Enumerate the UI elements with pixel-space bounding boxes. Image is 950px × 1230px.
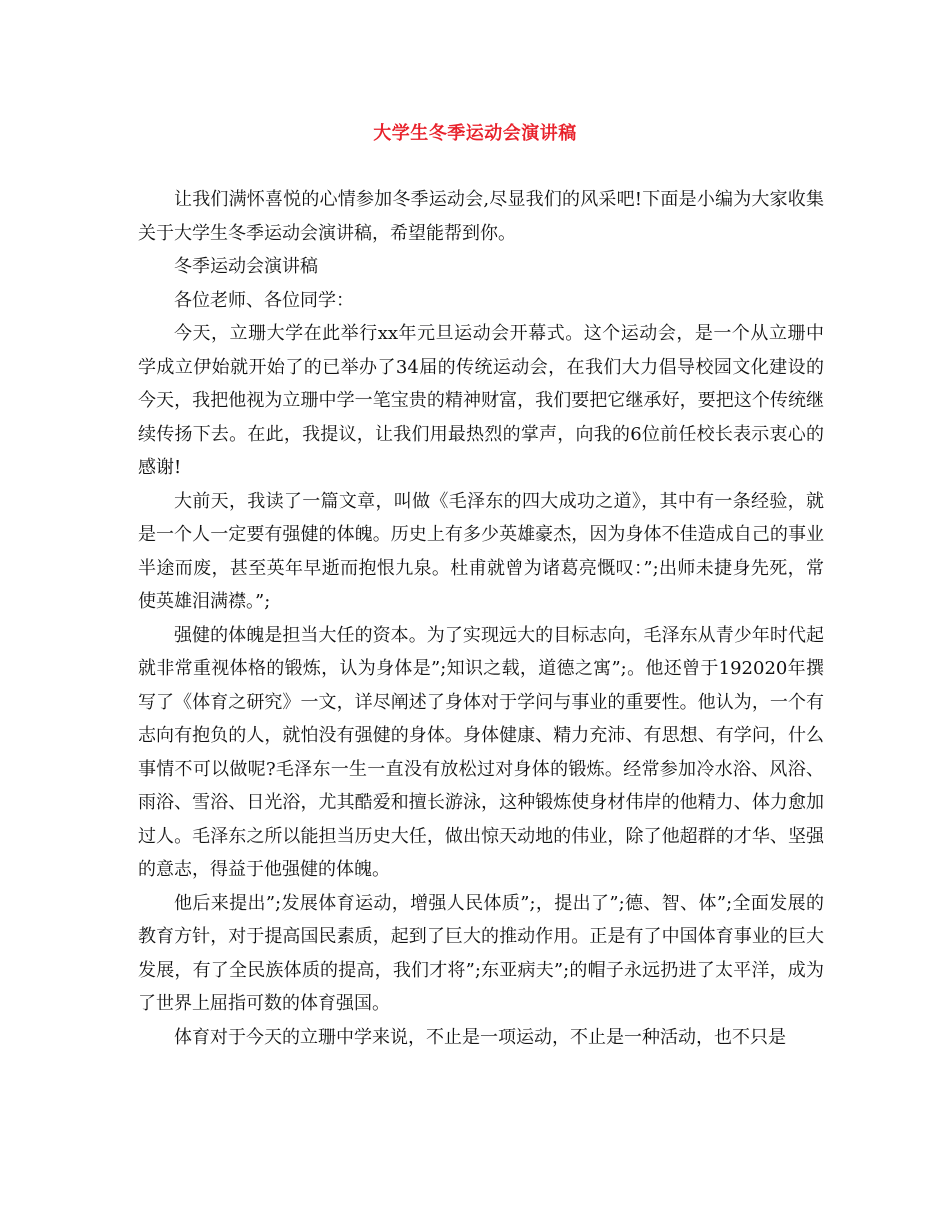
document-title: 大学生冬季运动会演讲稿 [373,123,577,144]
paragraph-salutation: 各位老师、各位同学： [174,289,354,311]
paragraph: 今天，立珊大学在此举行xx年元旦运动会开幕式。这个运动会，是一个从立珊中学成立伊始就开始了的已举办了34届的传统运动会，在我们大力倡导校园文化建设的今天，我把他视为立珊中学一笔宝贵的精神财富，我们要把它继承好，要把这个传统继续传扬下去。在此，我提议，让我们用最热烈的掌声，向我的6位前任校长表示衷心的感谢! [138,323,824,478]
paragraph-subtitle: 冬季运动会演讲稿 [174,256,318,277]
document-body [138,183,824,1054]
paragraph: 大前天，我读了一篇文章，叫做《毛泽东的四大成功之道》，其中有一条经验，就是一个人一定要有强健的体魄。历史上有多少英雄豪杰，因为身体不佳造成自己的事业半途而废，甚至英年早逝而抱恨九泉。杜甫就曾为诸葛亮慨叹：”;出师未捷身先死，常使英雄泪满襟。”; [138,490,824,612]
paragraph: 体育对于今天的立珊中学来说，不止是一项运动，不止是一种活动，也不只是 [174,1026,786,1048]
paragraph: 强健的体魄是担当大任的资本。为了实现远大的目标志向，毛泽东从青少年时代起就非常重视体格的锻炼，认为身体是”;知识之载，道德之寓”;。他还曾于192020年撰写了《体育之研究》一文，详尽阐述了身体对于学问与事业的重要性。他认为，一个有志向有抱负的人，就怕没有强健的身体。身体健康、精力充沛、有思想、有学问，什么事情不可以做呢?毛泽东一生一直没有放松过对身体的锻炼。经常参加冷水浴、风浴、雨浴、雪浴、日光浴，尤其酷爱和擅长游泳，这种锻炼使身材伟岸的他精力、体力愈加过人。毛泽东之所以能担当历史大任，做出惊天动地的伟业，除了他超群的才华、坚强的意志，得益于他强健的体魄。 [138,624,824,880]
paragraph-intro: 让我们满怀喜悦的心情参加冬季运动会,尽显我们的风采吧!下面是小编为大家收集关于大学生冬季运动会演讲稿，希望能帮到你。 [138,189,824,244]
paragraph: 他后来提出”;发展体育运动，增强人民体质”;，提出了”;德、智、体”;全面发展的教育方针，对于提高国民素质，起到了巨大的推动作用。正是有了中国体育事业的巨大发展，有了全民族体质的提高，我们才将”;东亚病夫”;的帽子永远扔进了太平洋，成为了世界上屈指可数的体育强国。 [138,892,824,1014]
